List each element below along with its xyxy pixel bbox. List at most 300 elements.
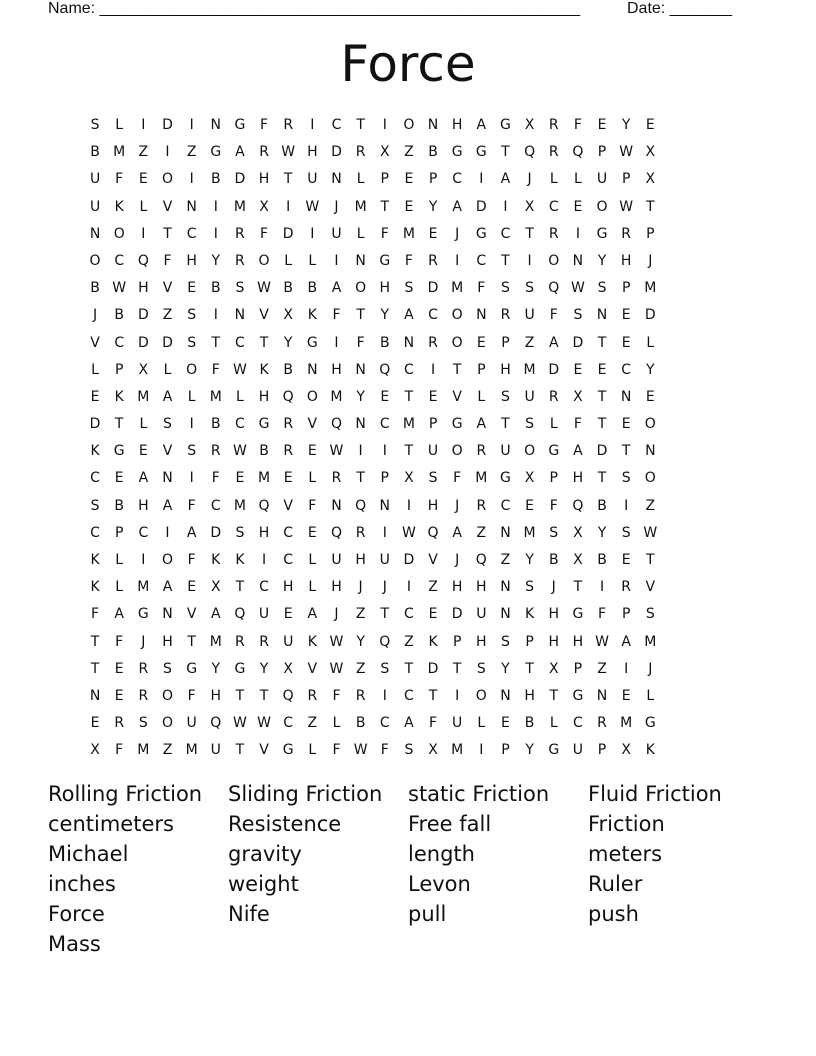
grid-letter: R [621,225,632,242]
grid-letter: Q [475,552,487,568]
grid-letter: Q [330,416,342,433]
grid-letter: L [308,742,317,759]
grid-letter: P [114,524,124,541]
grid-letter: V [283,497,293,514]
grid-letter: X [573,524,583,541]
grid-letter: L [308,252,317,269]
grid-letter: H [476,633,487,650]
grid-letter: N [403,334,415,351]
grid-letter: F [573,416,582,433]
grid-letter: Q [210,715,222,732]
grid-letter: O [548,252,560,269]
grid-letter: N [234,307,246,324]
grid-letter: E [525,497,535,514]
grid-letter: I [213,307,218,324]
grid-letter: S [138,715,148,732]
grid-letter: A [235,144,245,161]
grid-letter: P [477,361,486,378]
grid-letter: N [331,497,342,514]
grid-letter: N [162,470,173,487]
grid-letter: R [138,660,149,677]
grid-letter: B [259,443,269,460]
grid-letter: P [114,361,124,378]
grid-letter: Q [427,524,439,541]
grid-letter: R [476,443,487,460]
grid-letter: B [283,361,293,378]
grid-letter: A [162,497,173,514]
grid-letter: A [210,606,221,623]
grid-letter: P [501,334,510,351]
grid-letter: B [379,334,390,351]
grid-row [83,522,733,549]
grid-letter: W [232,361,247,378]
grid-letter: C [621,361,632,378]
grid-letter: P [573,660,583,677]
grid-letter: N [355,361,366,378]
grid-letter: L [549,416,558,433]
grid-letter: G [234,117,246,133]
grid-letter: V [90,334,100,351]
grid-letter: X [90,742,100,759]
grid-letter: J [141,633,146,650]
grid-letter: V [259,307,269,324]
grid-letter: X [379,144,390,161]
grid-letter: U [572,742,583,759]
grid-letter: Q [572,497,584,514]
grid-letter: I [599,579,605,596]
grid-letter: T [501,144,510,161]
grid-letter: O [258,252,270,269]
grid-letter: B [307,280,318,297]
grid-letter: D [572,334,584,351]
word-item: Michael [48,842,129,866]
grid-letter: C [283,715,294,732]
grid-letter: R [307,687,318,704]
grid-letter: H [451,579,463,596]
grid-letter: Y [428,198,438,215]
grid-letter: G [258,416,270,433]
grid-letter: W [643,524,658,541]
grid-letter: A [573,443,583,460]
grid-letter: V [307,416,318,433]
grid-letter: M [644,280,657,297]
grid-letter: K [525,606,535,623]
grid-letter: F [91,606,100,623]
grid-letter: M [185,742,198,759]
word-item: Nife [228,902,270,926]
grid-letter: T [380,606,390,623]
grid-letter: I [261,552,267,568]
grid-letter: K [259,361,269,378]
grid-letter: B [548,552,559,568]
grid-letter: G [137,606,149,623]
grid-letter: U [186,715,197,732]
grid-letter: A [114,606,124,623]
grid-letter: L [308,470,317,487]
grid-letter: B [210,171,221,188]
grid-letter: C [210,497,221,514]
grid-letter: C [404,606,414,623]
grid-letter: G [644,715,656,732]
grid-letter: S [404,742,414,759]
grid-letter: M [233,198,246,215]
grid-letter: L [284,252,293,269]
word-row [48,930,768,960]
grid-letter: X [645,171,656,188]
grid-letter: Y [501,660,510,677]
grid-letter: N [379,497,390,514]
grid-letter: D [548,361,560,378]
grid-letter: S [90,117,100,133]
grid-letter: R [500,307,511,324]
grid-letter: N [476,307,487,324]
grid-letter: X [548,660,559,677]
grid-row [83,440,733,467]
grid-letter: Y [525,742,534,759]
grid-letter: K [114,198,124,215]
grid-letter: S [597,280,607,297]
grid-letter: H [138,280,149,297]
grid-row [83,495,733,522]
grid-letter: E [90,715,100,732]
grid-letter: I [165,524,170,541]
grid-letter: T [235,687,245,704]
grid-letter: Q [355,497,367,514]
grid-letter: I [334,334,339,351]
word-item: Friction [588,812,665,836]
grid-letter: T [211,334,221,351]
grid-letter: N [89,687,101,704]
grid-letter: I [624,497,629,514]
grid-letter: T [283,171,293,188]
grid-letter: T [597,416,607,433]
grid-letter: U [500,443,511,460]
grid-letter: S [525,416,535,433]
grid-letter: I [310,225,315,242]
grid-letter: I [165,144,170,161]
grid-letter: T [235,579,245,596]
grid-letter: C [138,524,149,541]
grid-letter: G [572,606,584,623]
grid-letter: D [234,171,246,188]
grid-row [83,467,733,494]
grid-letter: T [549,687,559,704]
grid-letter: A [500,171,511,188]
grid-letter: I [189,171,194,188]
grid-letter: O [451,334,463,351]
grid-row [83,250,733,277]
grid-letter: F [597,606,607,623]
grid-letter: R [235,225,245,242]
grid-letter: L [236,388,244,405]
grid-letter: T [597,388,607,405]
grid-letter: R [283,443,294,460]
grid-letter: I [455,687,460,704]
grid-letter: E [621,552,631,568]
grid-letter: E [404,171,414,188]
grid-letter: Z [597,660,607,677]
grid-letter: I [479,742,484,759]
grid-letter: T [235,742,245,759]
grid-letter: E [114,660,124,677]
grid-letter: T [501,416,510,433]
grid-letter: F [115,742,124,759]
grid-letter: C [404,361,414,378]
grid-letter: C [186,225,197,242]
word-item: Ruler [588,872,643,896]
grid-letter: L [115,579,124,596]
grid-letter: C [235,334,245,351]
grid-letter: J [648,660,653,677]
grid-letter: Y [259,660,269,677]
grid-letter: U [379,552,390,568]
grid-letter: L [332,715,341,732]
word-search-grid [83,114,733,767]
grid-letter: L [477,388,486,405]
grid-letter: N [572,252,584,269]
grid-letter: R [331,470,342,487]
grid-letter: U [476,606,487,623]
grid-letter: W [257,280,271,297]
grid-letter: J [358,579,363,596]
grid-letter: T [163,225,172,242]
grid-letter: K [307,633,317,650]
grid-letter: I [189,416,194,433]
grid-letter: I [310,117,315,133]
grid-letter: I [141,225,146,242]
grid-letter: A [307,606,318,623]
word-row [48,810,768,840]
grid-letter: N [596,687,608,704]
grid-letter: N [500,606,511,623]
grid-letter: R [235,633,245,650]
grid-letter: M [644,633,657,650]
grid-letter: U [89,171,101,188]
grid-letter: L [139,198,148,215]
grid-letter: W [329,660,344,677]
grid-letter: L [549,715,558,732]
grid-letter: H [476,579,487,596]
grid-letter: B [428,144,438,161]
grid-letter: H [331,579,342,596]
grid-letter: X [283,660,293,677]
grid-letter: U [210,742,221,759]
word-row [48,870,768,900]
grid-letter: B [210,280,221,297]
grid-letter: S [187,307,197,324]
grid-letter: N [355,416,366,433]
grid-letter: L [356,171,365,188]
grid-letter: P [597,144,607,161]
grid-row [83,223,733,250]
page-title: Force [340,35,476,93]
grid-row [83,277,733,304]
grid-letter: I [286,198,291,215]
grid-letter: R [355,687,366,704]
grid-letter: A [138,470,149,487]
grid-letter: X [573,388,583,405]
grid-letter: G [548,742,560,759]
grid-letter: J [455,497,460,514]
grid-letter: O [161,715,173,732]
grid-letter: T [646,552,655,568]
grid-letter: B [597,552,607,568]
word-row [48,780,768,810]
grid-letter: B [524,715,535,732]
grid-letter: F [187,497,196,514]
grid-letter: S [187,443,197,460]
grid-row [83,658,733,685]
grid-row [83,332,733,359]
grid-letter: Z [428,579,438,596]
grid-letter: E [138,171,148,188]
grid-letter: Y [597,252,607,269]
grid-letter: Y [597,524,607,541]
grid-letter: F [115,171,124,188]
grid-letter: A [404,715,414,732]
grid-letter: S [501,633,510,650]
grid-letter: D [210,524,222,541]
grid-letter: A [162,579,173,596]
grid-letter: A [404,307,414,324]
grid-letter: R [621,579,632,596]
grid-letter: W [619,198,634,215]
grid-letter: C [404,687,414,704]
grid-letter: U [331,552,342,568]
grid-letter: T [621,443,631,460]
grid-letter: G [500,470,511,487]
grid-letter: H [548,606,559,623]
grid-letter: U [452,715,463,732]
grid-letter: X [283,307,293,324]
grid-letter: W [329,633,344,650]
grid-letter: E [645,388,655,405]
grid-letter: T [90,633,100,650]
grid-letter: I [189,470,194,487]
grid-letter: Z [404,144,414,161]
grid-letter: E [114,687,124,704]
grid-letter: H [282,579,294,596]
grid-letter: B [90,144,100,161]
grid-letter: E [307,443,317,460]
grid-letter: F [187,552,196,568]
grid-letter: L [115,117,124,133]
grid-letter: L [573,171,582,188]
grid-letter: H [258,388,270,405]
grid-letter: S [404,280,414,297]
grid-letter: L [646,687,655,704]
grid-row [83,386,733,413]
grid-letter: X [573,552,583,568]
grid-letter: N [89,225,101,242]
grid-letter: X [621,742,631,759]
grid-letter: Q [258,497,270,514]
grid-letter: L [163,361,172,378]
grid-letter: R [428,334,438,351]
grid-letter: H [548,633,559,650]
grid-letter: T [452,660,462,677]
grid-letter: I [479,171,484,188]
grid-letter: Y [621,117,631,133]
grid-letter: C [379,715,390,732]
grid-letter: A [621,633,631,650]
grid-letter: O [113,225,125,242]
grid-letter: W [595,633,609,650]
grid-letter: O [161,552,173,568]
grid-letter: X [524,117,535,133]
word-row [48,900,768,930]
grid-letter: D [282,225,294,242]
grid-letter: Q [548,280,560,297]
grid-letter: D [475,198,487,215]
grid-letter: S [380,660,390,677]
grid-letter: G [596,225,608,242]
grid-letter: I [382,443,387,460]
grid-letter: H [307,144,318,161]
grid-letter: C [283,524,294,541]
grid-letter: Y [646,361,655,378]
word-item: Sliding Friction [228,782,383,806]
grid-letter: E [476,334,486,351]
grid-letter: E [645,117,655,133]
grid-letter: U [427,443,439,460]
grid-letter: M [354,198,367,215]
grid-letter: T [259,687,269,704]
grid-letter: D [162,117,173,133]
grid-letter: H [162,633,173,650]
grid-letter: T [428,687,438,704]
grid-letter: E [90,388,100,405]
grid-letter: G [548,443,560,460]
grid-letter: N [210,117,222,133]
grid-letter: G [451,416,463,433]
grid-letter: O [451,307,463,324]
grid-letter: V [452,388,462,405]
grid-letter: C [114,252,125,269]
grid-letter: C [500,497,511,514]
grid-letter: O [355,280,367,297]
grid-letter: R [259,633,269,650]
grid-letter: N [500,687,511,704]
grid-letter: K [428,633,438,650]
grid-letter: E [428,606,438,623]
grid-letter: K [90,552,100,568]
grid-letter: N [307,361,318,378]
grid-letter: F [187,687,196,704]
grid-letter: F [356,334,365,351]
grid-letter: B [114,307,125,324]
grid-letter: O [451,443,463,460]
grid-letter: O [644,416,656,433]
grid-letter: E [573,198,583,215]
grid-letter: N [596,307,608,324]
grid-letter: J [551,579,556,596]
grid-letter: H [210,687,222,704]
grid-letter: D [451,606,463,623]
grid-letter: W [353,742,368,759]
grid-letter: R [210,443,221,460]
grid-letter: S [235,280,245,297]
grid-letter: O [89,252,101,269]
grid-letter: T [90,660,100,677]
grid-letter: F [260,117,269,133]
grid-letter: E [428,225,438,242]
grid-row [83,576,733,603]
grid-letter: H [451,117,463,133]
grid-letter: M [258,470,271,487]
grid-letter: R [283,416,294,433]
word-bank [48,780,768,960]
